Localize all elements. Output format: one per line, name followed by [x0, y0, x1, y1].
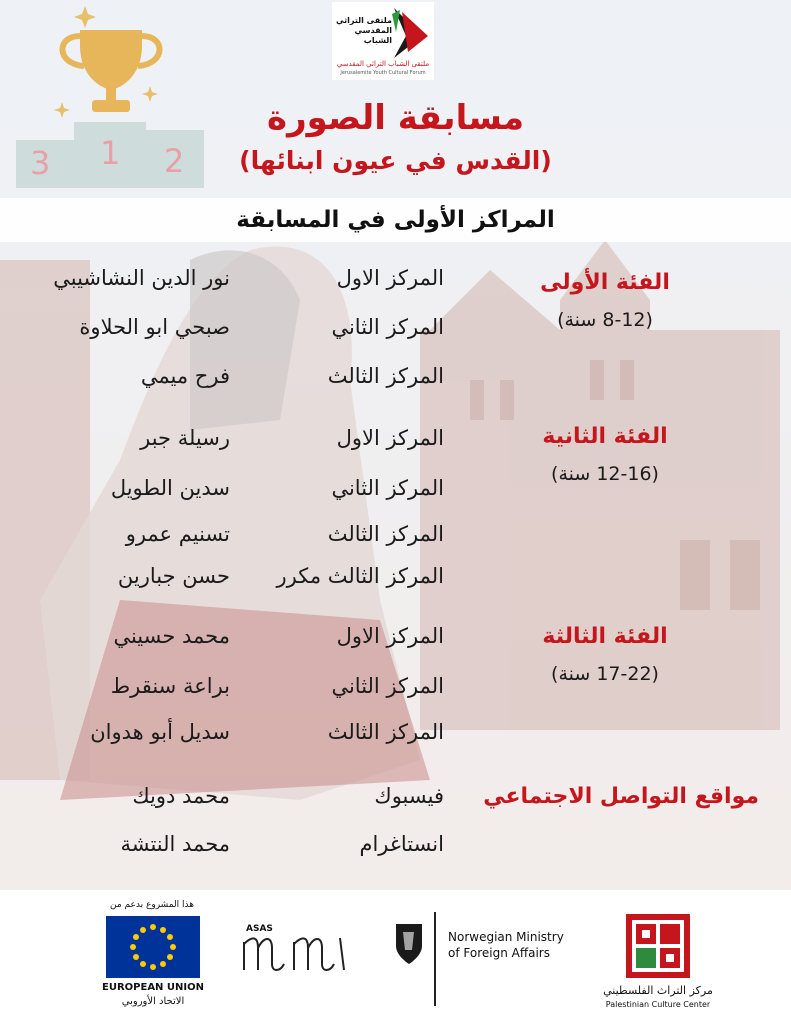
palestinian-culture-center-logo-icon: [626, 914, 690, 978]
forum-logo-text: ملتقى التراثي المقدسي الشباب: [336, 16, 392, 45]
social-media-title: مواقع التواصل الاجتماعي: [483, 784, 759, 809]
category-1-winner-3: فرح ميمي: [140, 364, 230, 388]
pcc-name-ar: مركز التراث الفلسطيني: [603, 984, 713, 997]
category-2-name: الفئة الثانية: [542, 424, 668, 449]
category-2-winner-2: سدين الطويل: [110, 476, 230, 500]
eu-name-ar: الاتحاد الأوروبي: [121, 996, 185, 1007]
norway-line-1: Norwegian Ministry: [448, 930, 564, 944]
category-1: [515, 270, 695, 331]
forum-logo: [332, 2, 434, 80]
section-title: المراكز الأولى في المسابقة: [236, 207, 555, 233]
asas-label: ASAS: [246, 924, 273, 934]
category-3: [515, 624, 695, 685]
category-3-place-3: المركز الثالث: [327, 720, 444, 744]
forum-logo-caption-en: Jerusalemite Youth Cultural Forum: [340, 70, 426, 76]
category-1-place-1: المركز الاول: [336, 266, 444, 290]
podium-number-3: 3: [30, 144, 51, 182]
category-1-name: الفئة الأولى: [540, 270, 670, 295]
category-2: [515, 424, 695, 485]
category-3-winner-1: محمد حسيني: [113, 624, 230, 648]
category-2-age: (12-16 سنة): [551, 463, 659, 485]
eu-support-text: هذا المشروع بدعم من: [110, 900, 194, 910]
section-title-bar: [0, 198, 791, 242]
category-1-winner-2: صبحي ابو الحلاوة: [79, 315, 230, 339]
category-1-winner-1: نور الدين النشاشيبي: [53, 266, 230, 290]
competition-title: مسابقة الصورة: [267, 98, 524, 138]
asas-logo-icon: [240, 934, 352, 976]
eu-name: EUROPEAN UNION: [102, 982, 204, 993]
category-1-place-2: المركز الثاني: [331, 315, 444, 339]
category-3-place-2: المركز الثاني: [331, 674, 444, 698]
sponsor-footer: [0, 890, 791, 1023]
category-1-age: (8-12 سنة): [557, 309, 653, 331]
category-2-place-3: المركز الثالث: [327, 522, 444, 546]
norway-line-2: of Foreign Affairs: [448, 946, 550, 960]
category-2-winner-3-repeat: حسن جبارين: [117, 564, 230, 588]
social-place-instagram: انستاغرام: [359, 832, 444, 856]
category-3-name: الفئة الثالثة: [542, 624, 668, 649]
eu-flag-icon: [106, 916, 200, 978]
category-2-winner-1: رسيلة جبر: [140, 426, 230, 450]
podium-number-2: 2: [164, 142, 185, 180]
social-winner-instagram: محمد النتشة: [120, 832, 230, 856]
norway-coat-of-arms-icon: [394, 922, 424, 966]
category-1-place-3: المركز الثالث: [327, 364, 444, 388]
forum-logo-caption: ملتقى الشباب التراثي المقدسي: [336, 60, 430, 68]
category-3-place-1: المركز الاول: [336, 624, 444, 648]
category-3-winner-3: سديل أبو هدوان: [90, 720, 230, 744]
social-winner-facebook: محمد دويك: [132, 784, 230, 808]
pcc-name-en: Palestinian Culture Center: [605, 1000, 711, 1009]
norway-divider: [434, 912, 436, 1006]
category-3-age: (17-22 سنة): [551, 663, 659, 685]
social-place-facebook: فيسبوك: [374, 784, 444, 808]
category-2-place-2: المركز الثاني: [331, 476, 444, 500]
category-2-place-3-repeat: المركز الثالث مكرر: [276, 564, 444, 588]
podium-number-1: 1: [100, 134, 121, 172]
category-3-winner-2: براعة سنقرط: [110, 674, 230, 698]
competition-subtitle: (القدس في عيون ابنائها): [239, 146, 552, 175]
category-2-winner-3: تسنيم عمرو: [125, 522, 230, 546]
category-2-place-1: المركز الاول: [336, 426, 444, 450]
